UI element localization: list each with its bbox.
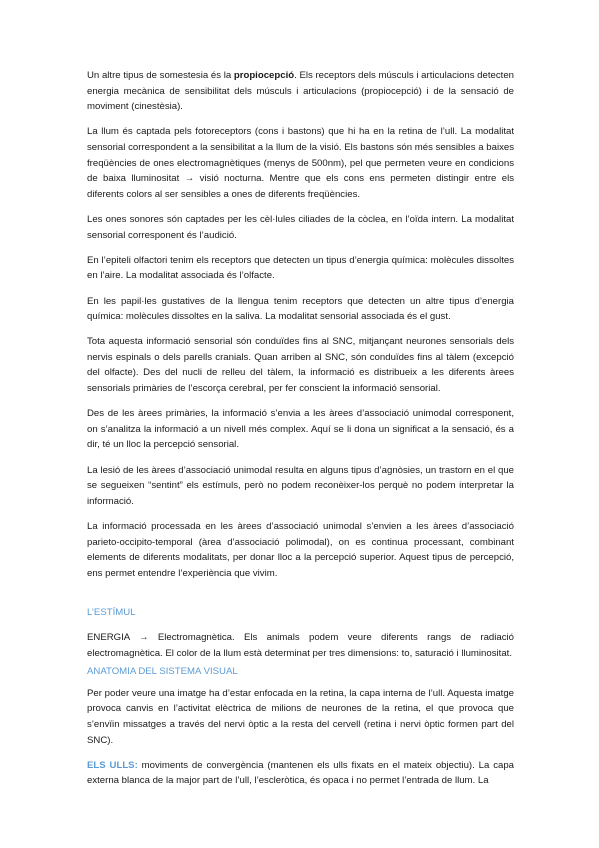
paragraph-snc: Tota aquesta informació sensorial són conduïdes fins al SNC, mitjançant neurones sensorials dels nervis espinals o dels parells cranials. Quan arriben al SNC, són conduïdes fins al tàlem (excepció del olfacte). Des del nucli de relleu del tàlem, la informació es distribueix a les diferents àrees sensorials primàries de l’escorça cerebral, per fer conscient la informació sensorial. bbox=[87, 336, 514, 395]
paragraph-polimodal: La informació processada en les àrees d’associació unimodal s’envien a les àrees d’associació parieto-occipito-temporal (àrea d’associació polimodal), on es continua processant, combinant elements de diferents modalitats, per donar lloc a la percepció superior. Aquest tipus de percepció, ens permet entendre l’experiència que vivim. bbox=[87, 521, 514, 579]
paragraph-energia: ENERGIA → Electromagnètica. Els animals podem veure diferents rangs de radiació electromagnètica. El color de la llum està determinat per tres dimensions: to, saturació i lluminositat. bbox=[87, 631, 514, 659]
bold-term-propiocepcio: propiocepció bbox=[233, 70, 295, 81]
paragraph-arees-primaries: Des de les àrees primàries, la informació s’envia a les àrees d’associació unimodal corresponent, on s’analitza la informació a un nivell més complex. Aquí se li dona un significat a la sensació, és a dir, té un lloc la percepció sensorial. bbox=[87, 408, 514, 451]
paragraph-text: moviments de convergència (mantenen els ulls fixats en el mateix objectiu). La capa externa blanca de la major part de l’ull, l’escleròtica, és opaca i no permet l’entrada de llum. La bbox=[87, 759, 514, 787]
paragraph-agnosies: La lesió de les àrees d’associació unimodal resulta en alguns tipus d’agnòsies, un trastorn en el que se segueixen “sentint” els estímuls, però no podem reconèixer-los perquè no podem interpretar la informació. bbox=[87, 464, 514, 507]
paragraph-anatomia: Per poder veure una imatge ha d’estar enfocada en la retina, la capa interna de l’ull. Aquesta imatge provoca canvis en l’activitat elèctrica de milions de neurones de la retina, el que provoca que s’envïin missatges a través del nervi òptic a la resta del cervell (retina i nervi òptic formen part del SNC). bbox=[87, 687, 514, 746]
inline-heading-ulls: ELS ULLS: bbox=[87, 759, 138, 771]
heading-estimul: L’ESTÍMUL bbox=[87, 607, 136, 619]
paragraph-ulls bbox=[87, 758, 514, 789]
paragraph-text: Un altre tipus de somestesia és la bbox=[87, 70, 234, 81]
paragraph-visio: La llum és captada pels fotoreceptors (cons i bastons) que hi ha en la retina de l’ull. La modalitat sensorial correspondent a la sensibilitat a la llum de la visió. Els bastons són més sensibles a baixes freqüències de ones electromagnètiques (menys de 500nm), pel que permeten veure en condicions de baixa lluminositat → visió nocturna. Mentre que els cons ens permeten distingir entre els diferents colors al ser sensibles a ones de diferents freqüències. bbox=[87, 126, 514, 200]
paragraph-audicio: Les ones sonores són captades per les cèl·lules ciliades de la còclea, en l’oïda intern. La modalitat sensorial corresponent és l’audició. bbox=[87, 213, 514, 241]
paragraph-olfacte: En l’epiteli olfactori tenim els receptors que detecten un tipus d’energia química: molècules dissoltes en l’aire. La modalitat associada és l’olfacte. bbox=[87, 254, 514, 282]
paragraph-propiocepcio bbox=[87, 68, 514, 115]
document-page bbox=[87, 68, 514, 799]
paragraph-gust: En les papil·les gustatives de la llengua tenim receptors que detecten un altre tipus d’energia química: molècules dissoltes en la saliva. La modalitat sensorial associada és el gust. bbox=[87, 295, 514, 323]
paragraph-text: . Els receptors dels músculs i articulacions detecten energia mecànica de sensibilitat dels músculs i articulacions (propiocepció) i de la sensació de moviment (cinestèsia). bbox=[87, 70, 514, 113]
heading-anatomia-sistema-visual: ANATOMIA DEL SISTEMA VISUAL bbox=[87, 666, 238, 678]
